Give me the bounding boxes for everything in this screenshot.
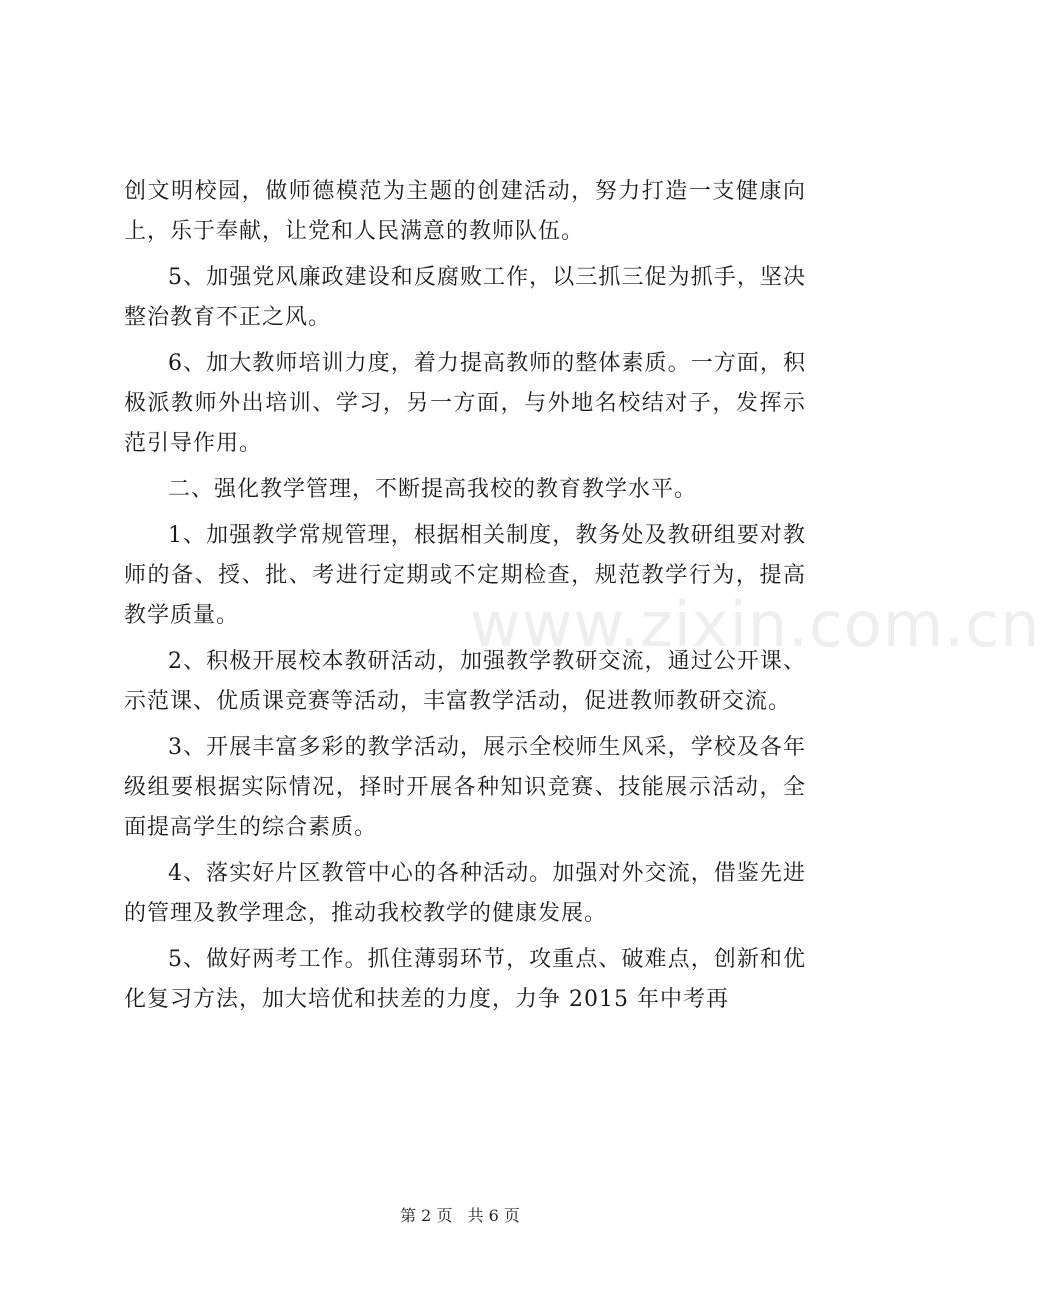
paragraph-item-4-district-activities: 4、落实好片区教管中心的各种活动。加强对外交流，借鉴先进的管理及教学理念，推动我校教学的健康发展。 [124, 861, 806, 926]
paragraph-item-1-routine-management: 1、加强教学常规管理，根据相关制度，教务处及教研组要对教师的备、授、批、考进行定期或不定期检查，规范教学行为，提高教学质量。 [124, 523, 806, 628]
paragraph-item-6-teacher-training: 6、加大教师培训力度，着力提高教师的整体素质。一方面，积极派教师外出培训、学习，另一方面，与外地名校结对子，发挥示范引导作用。 [124, 351, 806, 456]
page-footer [0, 1206, 920, 1226]
paragraph-continuation: 创文明校园，做师德模范为主题的创建活动，努力打造一支健康向上，乐于奉献，让党和人民满意的教师队伍。 [124, 179, 806, 244]
paragraph-item-2-school-research: 2、积极开展校本教研活动，加强教学教研交流，通过公开课、示范课、优质课竞赛等活动，丰富教学活动，促进教师教研交流。 [124, 649, 806, 714]
section-heading-teaching-management: 二、强化教学管理，不断提高我校的教育教学水平。 [168, 477, 698, 502]
page-number: 第 2 页 [400, 1206, 453, 1225]
document-body [124, 172, 806, 1026]
paragraph-item-3-teaching-activities: 3、开展丰富多彩的教学活动，展示全校师生风采，学校及各年级组要根据实际情况，择时开展各种知识竞赛、技能展示活动，全面提高学生的综合素质。 [124, 735, 806, 840]
watermark: www.zixin.com.cn [470, 588, 1040, 661]
paragraph-item-5-exam-work: 5、做好两考工作。抓住薄弱环节，攻重点、破难点，创新和优化复习方法，加大培优和扶差的力度，力争 2015 年中考再 [124, 947, 806, 1012]
paragraph-item-5-party-conduct: 5、加强党风廉政建设和反腐败工作，以三抓三促为抓手，坚决整治教育不正之风。 [124, 265, 806, 330]
page-total: 共 6 页 [467, 1206, 520, 1225]
